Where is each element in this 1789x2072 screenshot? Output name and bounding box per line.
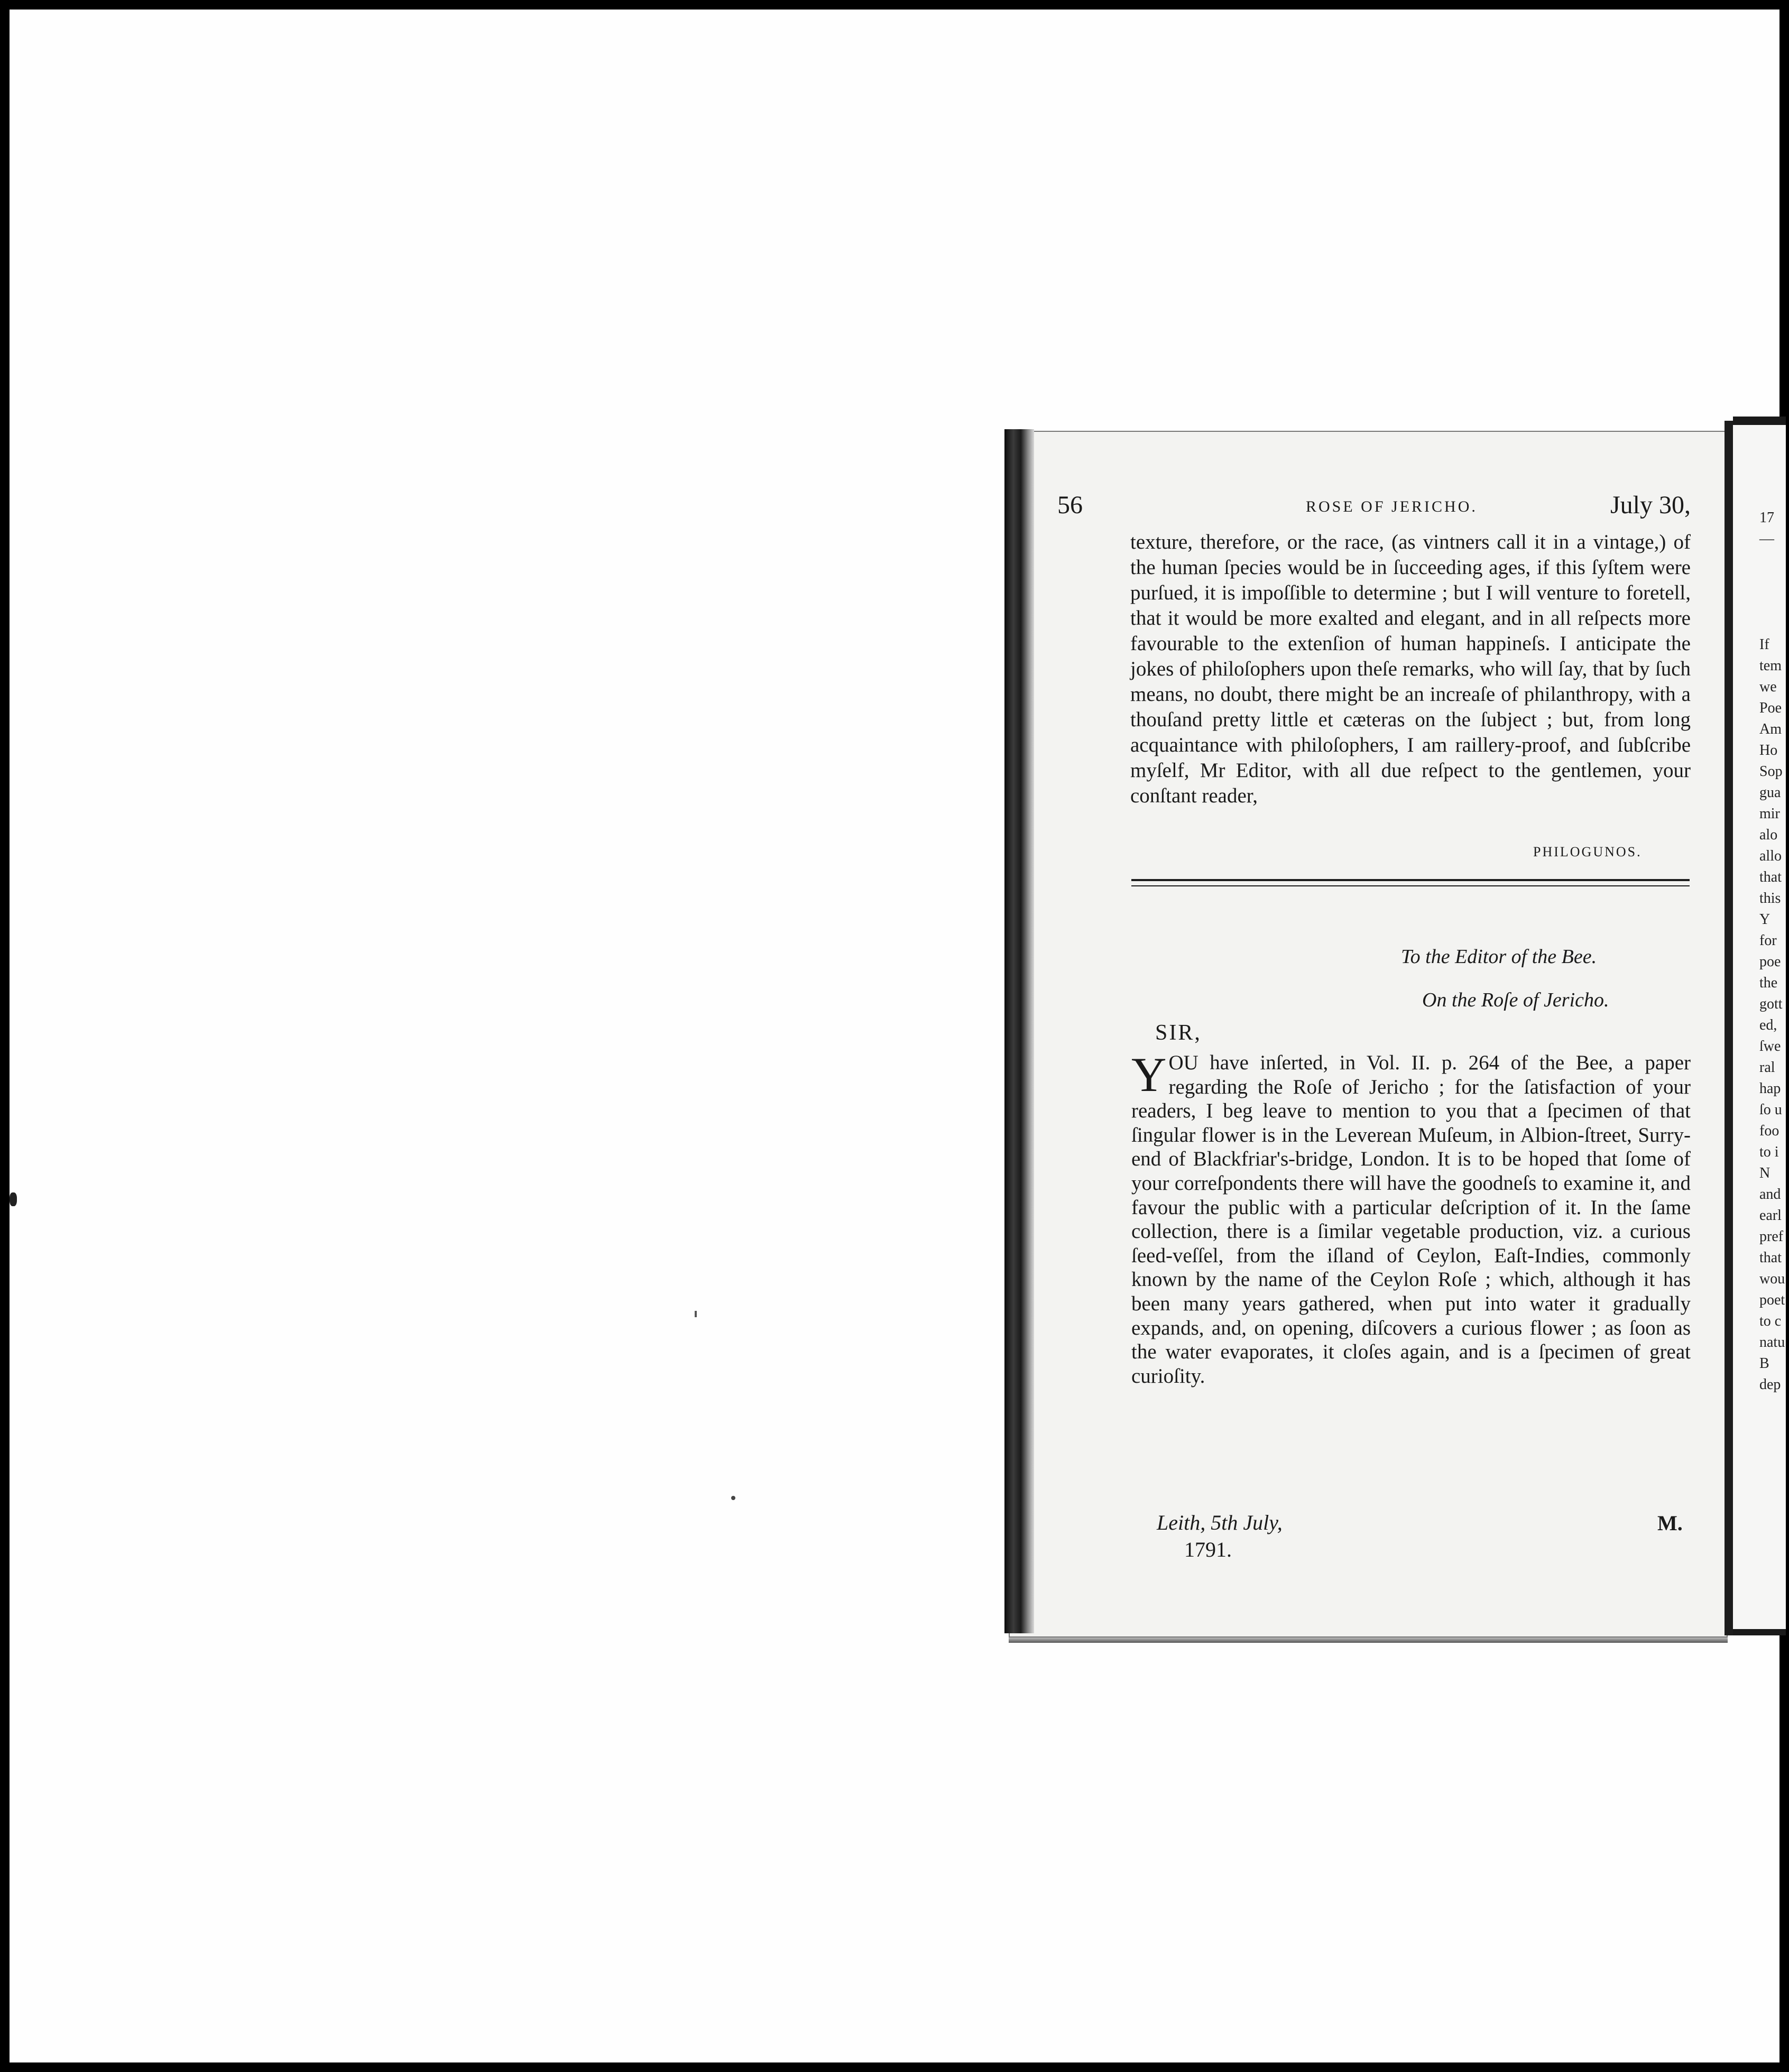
right-page-fragments xyxy=(1759,507,1785,1395)
page-number: 56 xyxy=(1057,491,1083,519)
right-page-fragment: ed, xyxy=(1759,1017,1777,1033)
right-page-fragment: allo xyxy=(1759,848,1782,864)
right-page-fragment: tem xyxy=(1759,658,1782,674)
right-page-fragment: 17 xyxy=(1759,510,1774,526)
right-page-fragment: Ho xyxy=(1759,742,1778,758)
right-page-fragment: B xyxy=(1759,1355,1769,1372)
section-rule xyxy=(1131,885,1690,886)
right-page-fragment: N xyxy=(1759,1165,1770,1181)
right-page-fragment: earl xyxy=(1759,1207,1782,1224)
scan-speck xyxy=(731,1496,735,1500)
book-gutter xyxy=(1725,421,1733,1635)
letter-salutation: SIR, xyxy=(1155,1021,1202,1045)
right-page-fragment: to c xyxy=(1759,1313,1782,1329)
right-page-fragment: to i xyxy=(1759,1144,1779,1160)
right-page-top-edge xyxy=(1733,417,1786,425)
right-page-fragment: Sop xyxy=(1759,763,1783,780)
right-page-fragment: that xyxy=(1759,1250,1782,1266)
running-head xyxy=(1057,491,1691,524)
letter-body xyxy=(1131,1048,1691,1388)
letter-initial: M. xyxy=(1657,1511,1683,1535)
right-page-bottom-edge xyxy=(1733,1629,1786,1635)
right-page-fragment: Poe xyxy=(1759,700,1782,716)
right-page-fragment: ſwe xyxy=(1759,1038,1781,1054)
right-page-fragment: this xyxy=(1759,890,1781,906)
right-page-fragment: and xyxy=(1759,1186,1781,1202)
scan-speck xyxy=(10,1192,17,1206)
right-page-fragment: we xyxy=(1759,679,1777,695)
right-page-fragment: ſo u xyxy=(1759,1102,1782,1118)
right-page-fragment: alo xyxy=(1759,827,1778,843)
right-page-fragment: ral xyxy=(1759,1059,1775,1076)
right-page-fragment: poet xyxy=(1759,1292,1785,1308)
right-page-fragment: for xyxy=(1759,932,1777,949)
book-binding-edge xyxy=(1004,429,1034,1633)
drop-cap: Y xyxy=(1131,1048,1167,1102)
right-page-fragment: mir xyxy=(1759,806,1780,822)
continued-paragraph: texture, therefore, or the race, (as vintners call it in a vintage,) of the human ſpecies would be in ſucceeding ages, if this ſyſtem were purſued, it is impoſſible to determine ; but I will venture to foretell, that it would be more exalted and elegant, and in all reſpects more favourable to the extenſion of human happineſs. I anticipate the jokes of philoſophers upon theſe remarks, who will ſay, that by ſuch means, no doubt, there might be an increaſe of philanthropy, with a thouſand pretty little et cæteras on the ſubject ; but, from long acquaintance with philoſophers, I am raillery-proof, and ſubſcribe myſelf, Mr Editor, with all due reſpect to the gentlemen, your conſtant reader, xyxy=(1130,531,1691,807)
right-page-fragment: If xyxy=(1759,636,1769,653)
right-page-fragment: natu xyxy=(1759,1334,1785,1350)
page-edge xyxy=(1009,1638,1728,1643)
right-page-fragment xyxy=(1759,592,1785,613)
right-page-fragment: gua xyxy=(1759,784,1781,801)
right-page-fragment xyxy=(1759,613,1785,634)
section-rule xyxy=(1131,879,1690,881)
letter-headline: On the Roſe of Jericho. xyxy=(1422,989,1609,1011)
running-title: ROSE OF JERICHO. xyxy=(1306,498,1478,515)
letter-year: 1791. xyxy=(1184,1538,1232,1561)
right-page-fragment: Am xyxy=(1759,721,1782,737)
right-page-fragment: wou xyxy=(1759,1271,1785,1287)
letter-address: To the Editor of the Bee. xyxy=(1401,946,1597,968)
right-page-fragment: Y xyxy=(1759,911,1770,928)
right-page-fragment: the xyxy=(1759,975,1778,991)
right-page-fragment: that xyxy=(1759,869,1782,885)
right-page-fragment: pref xyxy=(1759,1228,1784,1245)
right-page-fragment: dep xyxy=(1759,1376,1781,1393)
right-page-fragment: poe xyxy=(1759,954,1781,970)
right-page-fragment: gott xyxy=(1759,996,1783,1012)
right-page-fragment: foo xyxy=(1759,1123,1779,1139)
right-page-fragment xyxy=(1759,550,1785,571)
letter-place-date: Leith, 5th July, xyxy=(1157,1511,1283,1534)
scan-speck xyxy=(695,1311,697,1317)
right-page-fragment: — xyxy=(1759,531,1774,547)
running-date: July 30, xyxy=(1610,491,1691,519)
signature: PHILOGUNOS. xyxy=(1533,844,1642,859)
letter-text: OU have inſerted, in Vol. II. p. 264 of the Bee, a paper regarding the Roſe of Jericho ; for the ſatisfaction of your readers, I beg leave to mention to you that a ſpecimen of that ſingular flower is in the Leverean Muſeum, in Albion-ſtreet, Surry-end of Blackfriar's-bridge, London. It is to be hoped that ſome of your correſpondents there will have the goodneſs to examine it, and favour the public with a particular deſcription of it. In the ſame collection, there is a ſimilar vegetable production, viz. a curious ſeed-veſſel, from the iſland of Ceylon, Eaſt-Indies, commonly known by the name of the Ceylon Roſe ; which, although it has been many years gathered, when put into water it gradually expands, and, on opening, diſcovers a curious flower ; as ſoon as the water evaporates, it cloſes again, and is a ſpecimen of great curioſity. xyxy=(1131,1051,1691,1388)
right-page-fragment: hap xyxy=(1759,1080,1781,1097)
right-page-fragment xyxy=(1759,571,1785,592)
